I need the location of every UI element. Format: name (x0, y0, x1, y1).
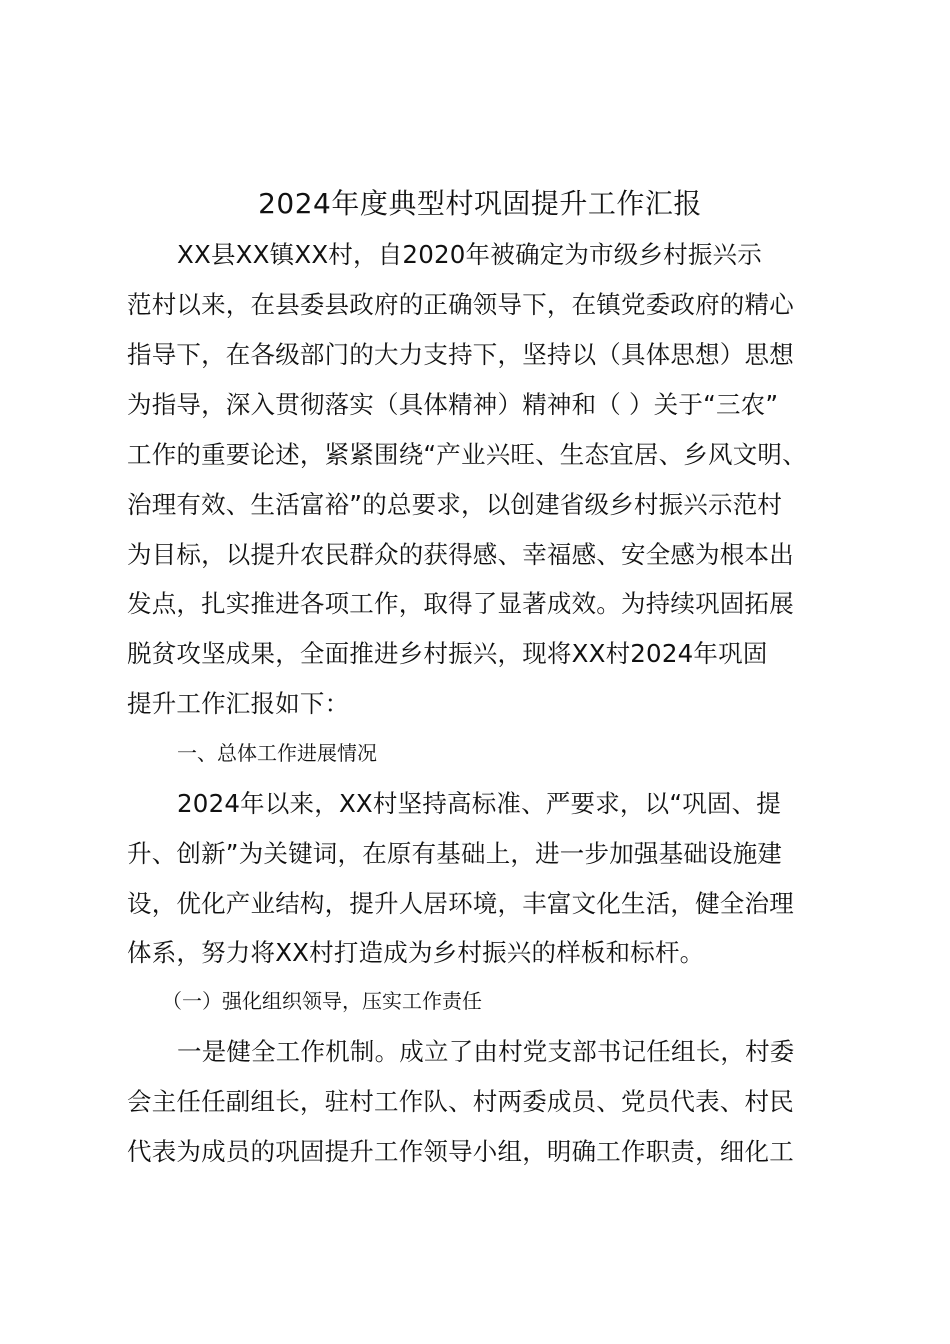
paragraph-line: 会主任任副组长，驻村工作队、村两委成员、党员代表、村民 (127, 1087, 794, 1116)
subsection-heading: （一）强化组织领导，压实工作责任 (162, 989, 482, 1013)
paragraph-line: 范村以来，在县委县政府的正确领导下，在镇党委政府的精心 (127, 290, 794, 319)
document-title: 2024年度典型村巩固提升工作汇报 (258, 187, 702, 220)
paragraph-line: 脱贫攻坚成果，全面推进乡村振兴，现将XX村2024年巩固 (127, 639, 768, 668)
paragraph-line: 提升工作汇报如下： (127, 689, 350, 718)
paragraph-line: 设，优化产业结构，提升人居环境，丰富文化生活，健全治理 (127, 889, 794, 918)
paragraph-line: 代表为成员的巩固提升工作领导小组，明确工作职责，细化工 (127, 1137, 794, 1166)
paragraph-line: 发点，扎实推进各项工作，取得了显著成效。为持续巩固拓展 (127, 589, 794, 618)
paragraph-line: 升、创新”为关键词，在原有基础上，进一步加强基础设施建 (127, 839, 783, 868)
paragraph-line: 一是健全工作机制。成立了由村党支部书记任组长，村委 (177, 1037, 795, 1066)
paragraph-line: 治理有效、生活富裕”的总要求，以创建省级乡村振兴示范村 (127, 490, 783, 519)
paragraph-line: 体系，努力将XX村打造成为乡村振兴的样板和标杆。 (127, 938, 705, 967)
paragraph-line: 工作的重要论述，紧紧围绕“产业兴旺、生态宜居、乡风文明、 (127, 440, 807, 469)
paragraph-line: XX县XX镇XX村，自2020年被确定为市级乡村振兴示 (177, 240, 762, 269)
paragraph-line: 为目标，以提升农民群众的获得感、幸福感、安全感为根本出 (127, 540, 794, 569)
paragraph-line: 2024年以来，XX村坚持高标准、严要求，以“巩固、提 (177, 789, 782, 818)
paragraph-line: 为指导，深入贯彻落实（具体精神）精神和（ ）关于“三农” (127, 390, 779, 419)
section-heading: 一、总体工作进展情况 (177, 741, 377, 765)
paragraph-line: 指导下，在各级部门的大力支持下，坚持以（具体思想）思想 (127, 340, 794, 369)
